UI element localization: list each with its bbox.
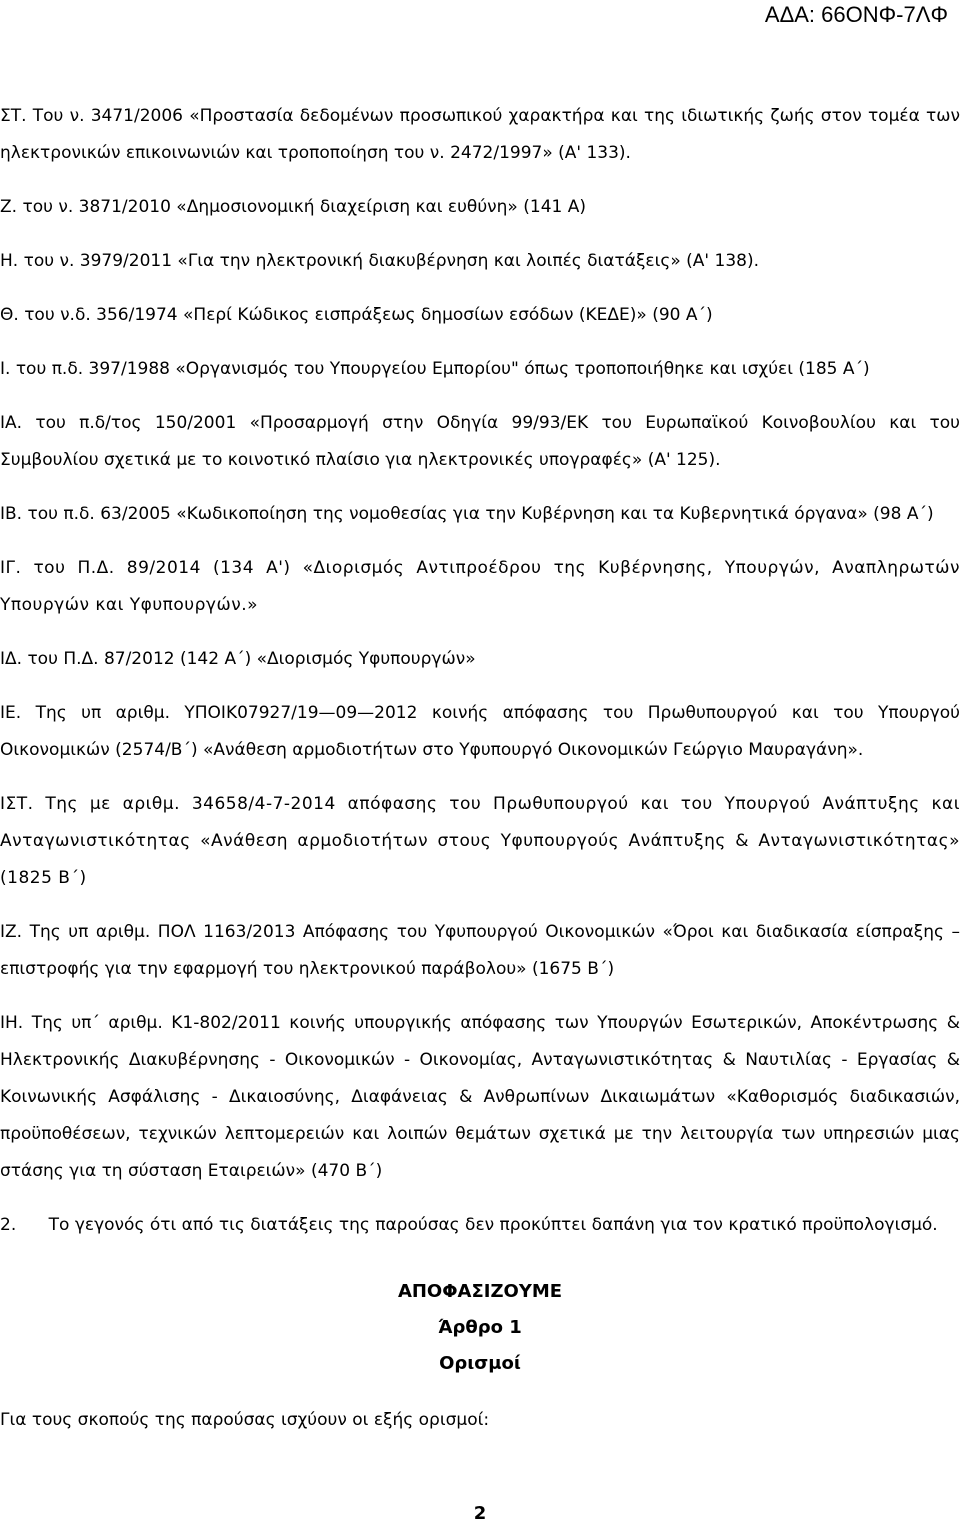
item-ia: ΙΑ. του π.δ/τος 150/2001 «Προσαρμογή στην Οδηγία 99/93/ΕΚ του Ευρωπαϊκού Κοινοβουλίου και του Συμβουλίου σχετικά με το κοινοτικό πλαίσιο για ηλεκτρονικές υπογραφές» (Α' 125). (0, 413, 960, 470)
decide-heading: ΑΠΟΦΑΣΙΖΟΥΜΕ (397, 1281, 563, 1302)
item-iz: ΙΖ. Της υπ αριθμ. ΠΟΛ 1163/2013 Απόφασης του Υφυπουργού Οικονομικών «Όροι και διαδικασία είσπραξης – επιστροφής για την εφαρμογή του ηλεκτρονικού παράβολου» (1675 Β΄) (0, 922, 960, 979)
article-number: Άρθρο 1 (438, 1317, 522, 1338)
document-body (0, 98, 960, 1439)
item-id: ΙΔ. του Π.Δ. 87/2012 (142 Α΄) «Διορισμός Υφυπουργών» (0, 649, 476, 669)
ada-code: ΑΔΑ: 66ΟΝΦ-7ΛΦ (764, 2, 948, 27)
item-ig: ΙΓ. του Π.Δ. 89/2014 (134 Α') «Διορισμός Αντιπροέδρου της Κυβέρνησης, Υπουργών, Αναπληρωτών Υπουργών και Υφυπουργών.» (0, 558, 960, 615)
spacer (0, 1244, 960, 1274)
definitions-intro: Για τους σκοπούς της παρούσας ισχύουν οι εξής ορισμοί: (0, 1410, 490, 1430)
item-th: Θ. του ν.δ. 356/1974 «Περί Κώδικος εισπράξεως δημοσίων εσόδων (ΚΕΔΕ)» (90 Α΄) (0, 305, 713, 325)
item-z: Ζ. του ν. 3871/2010 «Δημοσιονομική διαχείριση και ευθύνη» (141 Α) (0, 197, 586, 217)
point-2: 2. Το γεγονός ότι από τις διατάξεις της παρούσας δεν προκύπτει δαπάνη για τον κρατικό προϋπολογισμό. (0, 1215, 938, 1235)
item-h: Η. του ν. 3979/2011 «Για την ηλεκτρονική διακυβέρνηση και λοιπές διατάξεις» (Α' 138). (0, 251, 759, 271)
item-ib: ΙΒ. του π.δ. 63/2005 «Κωδικοποίηση της νομοθεσίας για την Κυβέρνηση και τα Κυβερνητικά όργανα» (98 Α΄) (0, 504, 934, 524)
item-ist: ΙΣΤ. Της με αριθμ. 34658/4-7-2014 απόφασης του Πρωθυπουργού και του Υπουργού Ανάπτυξης και Ανταγωνιστικότητας «Ανάθεση αρμοδιοτήτων στους Υφυπουργούς Ανάπτυξης & Ανταγωνιστικότητας» (1825 Β΄) (0, 794, 960, 888)
item-ih: ΙΗ. Της υπ΄ αριθμ. Κ1-802/2011 κοινής υπουργικής απόφασης των Υπουργών Εσωτερικών, Αποκέντρωσης & Ηλεκτρονικής Διακυβέρνησης - Οικονομικών - Οικονομίας, Ανταγωνιστικότητας & Ναυτιλίας - Εργασίας & Κοινωνικής Ασφάλισης - Δικαιοσύνης, Διαφάνειας & Ανθρωπίνων Δικαιωμάτων «Καθορισμός διαδικασιών, προϋποθέσεων, τεχνικών λεπτομερειών και λοιπών θεμάτων σχετικά με την λειτουργία των υπηρεσιών μιας στάσης για τη σύσταση Εταιρειών» (470 Β΄) (0, 1013, 960, 1181)
spacer (0, 1382, 960, 1402)
item-st: ΣΤ. Του ν. 3471/2006 «Προστασία δεδομένων προσωπικού χαρακτήρα και της ιδιωτικής ζωής στον τομέα των ηλεκτρονικών επικοινωνιών και τροποποίηση του ν. 2472/1997» (Α' 133). (0, 106, 960, 163)
item-ie: ΙΕ. Της υπ αριθμ. ΥΠΟΙΚ07927/19—09—2012 κοινής απόφασης του Πρωθυπουργού και του Υπουργού Οικονομικών (2574/Β΄) «Ανάθεση αρμοδιοτήτων στο Υφυπουργό Οικονομικών Γεώργιο Μαυραγάνη». (0, 703, 960, 760)
article-title: Ορισμοί (439, 1353, 521, 1374)
item-i: Ι. του π.δ. 397/1988 «Οργανισμός του Υπουργείου Εμπορίου" όπως τροποποιήθηκε και ισχύει (185 Α΄) (0, 359, 870, 379)
page-number: 2 (473, 1503, 487, 1524)
